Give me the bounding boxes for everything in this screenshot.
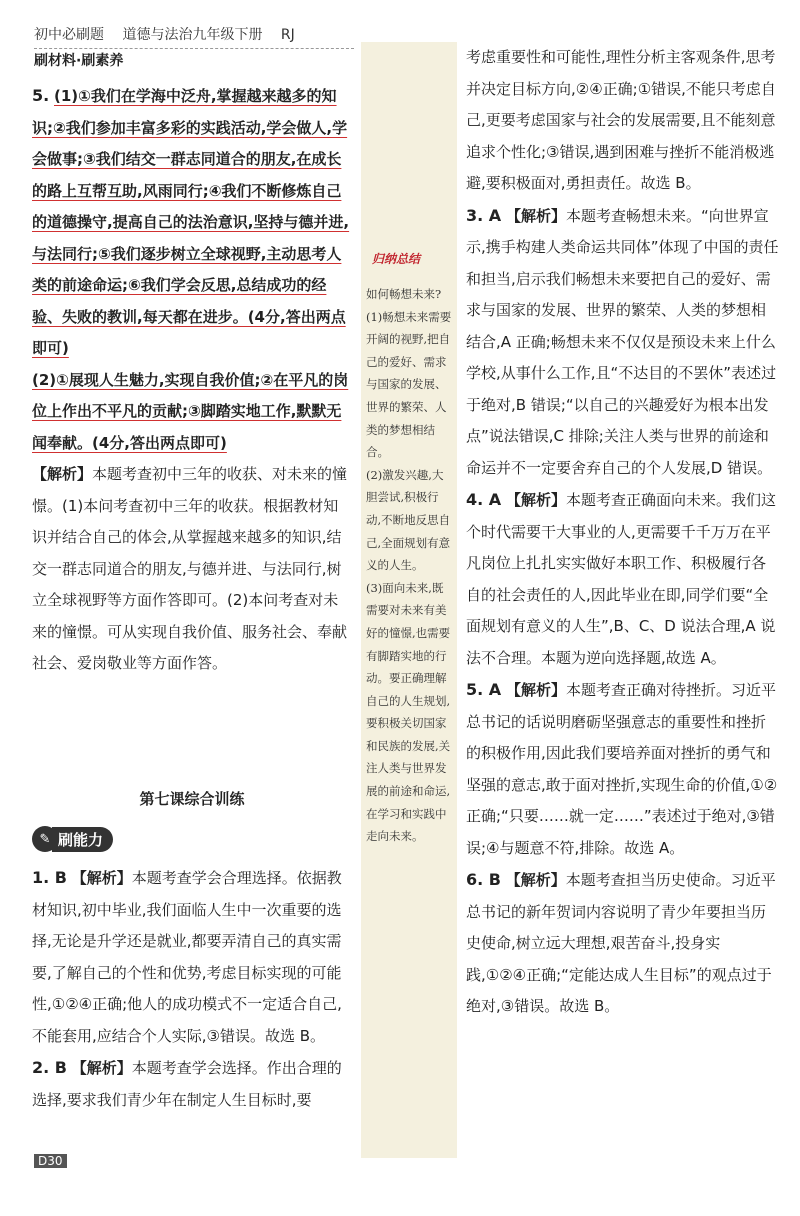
brush-icon: ✎ bbox=[32, 826, 58, 852]
analysis-text: 本题考查畅想未来。“向世界宣示,携手构建人类命运共同体”体现了中国的责任和担当,启示我们畅想未来要把自己的爱好、需求与国家的发展、世界的繁荣、人类的梦想相结合,A 正确;畅想未来不仅仅是预设未来上什么学校,从事什么工作,且“不达目的不罢休”表述过于绝对,B 错误;“以自己的兴趣爱好为根本出发点”说法错误,C 排除;关注人类与世界的前途和命运并不一定要舍弃自己的个人发展,D 错误。 bbox=[466, 206, 779, 477]
answer-part-1: (1)①我们在学海中泛舟,掌握越来越多的知识;②我们参加丰富多彩的实践活动,学会做人,学会做事;③我们结交一群志同道合的朋友,在成长的路上互帮互助,风雨同行;④我们不断修炼自己的道德操守,提高自己的法治意识,坚持与德并进,与法同行;⑤我们逐步树立全球视野,主动思考人类的前途命运;⑥我们学会反思,总结成功的经验、失败的教训,每天都在进步。(4分,答出两点即可) bbox=[32, 87, 350, 357]
question-number: 1. B bbox=[32, 868, 67, 887]
sidebar-title: 归纳总结 bbox=[372, 252, 421, 266]
question-5-analysis bbox=[32, 459, 352, 680]
analysis-text: 本题考查正确对待挫折。习近平总书记的话说明磨砺坚强意志的重要性和挫折的积极作用,因此我们要培养面对挫折的勇气和坚强的意志,敢于面对挫折,实现生命的价值,①②正确;“只要……就一定……”表述过于绝对,③错误;④与题意不符,排除。故选 A。 bbox=[466, 681, 778, 857]
edition: RJ bbox=[280, 27, 295, 43]
analysis-text: 本题考查学会合理选择。依据教材知识,初中毕业,我们面临人生中一次重要的选择,无论是升学还是就业,都要弄清自己的真实需要,了解自己的个性和优势,考虑目标实现的可能性,①②④正确;他人的成功模式不一定适合自己,不能套用,应结合个人实际,③错误。故选 B。 bbox=[32, 869, 342, 1045]
question-5 bbox=[32, 80, 352, 365]
question-number: 4. A bbox=[466, 490, 502, 509]
analysis-tag: 【解析】 bbox=[505, 681, 566, 699]
answer-part-2: (2)①展现人生魅力,实现自我价值;②在平凡的岗位上作出不平凡的贡献;③脚踏实地工作,默默无闻奉献。(4分,答出两点即可) bbox=[32, 370, 349, 452]
analysis-tag: 【解析】 bbox=[505, 491, 566, 509]
right-column bbox=[466, 42, 780, 1023]
sidebar-item: (2)激发兴趣,大胆尝试,积极行动,不断地反思自己,全面规划有意义的人生。 bbox=[366, 467, 451, 573]
book-title: 道德与法治九年级下册 bbox=[122, 27, 263, 43]
page-number: D30 bbox=[34, 1154, 67, 1168]
sidebar-item: (3)面向未来,既需要对未来有美好的憧憬,也需要有脚踏实地的行动。要正确理解自己的人生规划,要积极关切国家和民族的发展,关注人类与世界发展的前途和命运,在学习和实践中走向未来。 bbox=[366, 580, 451, 844]
question-2 bbox=[32, 1052, 352, 1116]
left-column-lower bbox=[32, 862, 352, 1116]
sidebar-item: (1)畅想未来需要开阔的视野,把自己的爱好、需求与国家的发展、世界的繁荣、人类的梦想相结合。 bbox=[366, 309, 452, 460]
analysis-text: 本题考查担当历史使命。习近平总书记的新年贺词内容说明了青少年要担当历史使命,树立远大理想,艰苦奋斗,投身实践,①②④正确;“定能达成人生目标”的观点过于绝对,③错误。故选 B。 bbox=[466, 871, 776, 1015]
sidebar-text bbox=[366, 283, 452, 848]
question-2-continued: 考虑重要性和可能性,理性分析主客观条件,思考并决定目标方向,②④正确;①错误,不能只考虑自己,更要考虑国家与社会的发展需要,且不能刻意追求个性化;③错误,遇到困难与挫折不能消极逃避,要积极面对,勇担责任。故选 B。 bbox=[466, 48, 776, 192]
page-header bbox=[34, 24, 309, 44]
analysis-tag: 【解析】 bbox=[71, 869, 132, 887]
nengli-label: 刷能力 bbox=[52, 827, 113, 852]
question-number: 2. B bbox=[32, 1058, 67, 1077]
question-6 bbox=[466, 864, 780, 1023]
section-tag: 刷材料·刷素养 bbox=[34, 53, 124, 69]
left-column bbox=[32, 80, 352, 680]
analysis-text: 本题考查正确面向未来。我们这个时代需要干大事业的人,更需要千千万万在平凡岗位上扎扎实实做好本职工作、积极履行各自的社会责任的人,因此毕业在即,同学们要“全面规划有意义的人生”,B、C、D 说法合理,A 说法不合理。本题为逆向选择题,故选 A。 bbox=[466, 491, 776, 667]
question-5-part-2 bbox=[32, 365, 352, 460]
header-divider bbox=[34, 48, 354, 49]
question-number: 3. A bbox=[466, 205, 502, 225]
analysis-tag: 【解析】 bbox=[505, 871, 566, 889]
question-number: 6. B bbox=[466, 870, 501, 889]
question-5b bbox=[466, 674, 780, 864]
analysis-text: 本题考查初中三年的收获、对未来的憧憬。(1)本问考查初中三年的收获。根据教材知识并结合自己的体会,从掌握越来越多的知识,结交一群志同道合的朋友,与德并进、与法同行,树立全球视野等方面作答即可。(2)本问考查对未来的憧憬。可从实现自我价值、服务社会、奉献社会、爱岗敬业等方面作答。 bbox=[32, 465, 348, 672]
analysis-tag: 【解析】 bbox=[32, 465, 93, 483]
question-4 bbox=[466, 484, 780, 674]
question-number: 5. A bbox=[466, 680, 502, 699]
question-number: 5. bbox=[32, 86, 50, 105]
analysis-tag: 【解析】 bbox=[505, 206, 566, 225]
analysis-text: 本题考查学会选择。作出合理的选择,要求我们青少年在制定人生目标时,要 bbox=[32, 1059, 342, 1109]
section-title: 第七课综合训练 bbox=[139, 790, 245, 808]
analysis-tag: 【解析】 bbox=[71, 1059, 132, 1077]
nengli-badge bbox=[32, 826, 113, 852]
question-3 bbox=[466, 200, 780, 485]
series-title: 初中必刷题 bbox=[34, 27, 104, 43]
sidebar-item: 如何畅想未来? bbox=[366, 287, 442, 301]
question-1 bbox=[32, 862, 352, 1052]
